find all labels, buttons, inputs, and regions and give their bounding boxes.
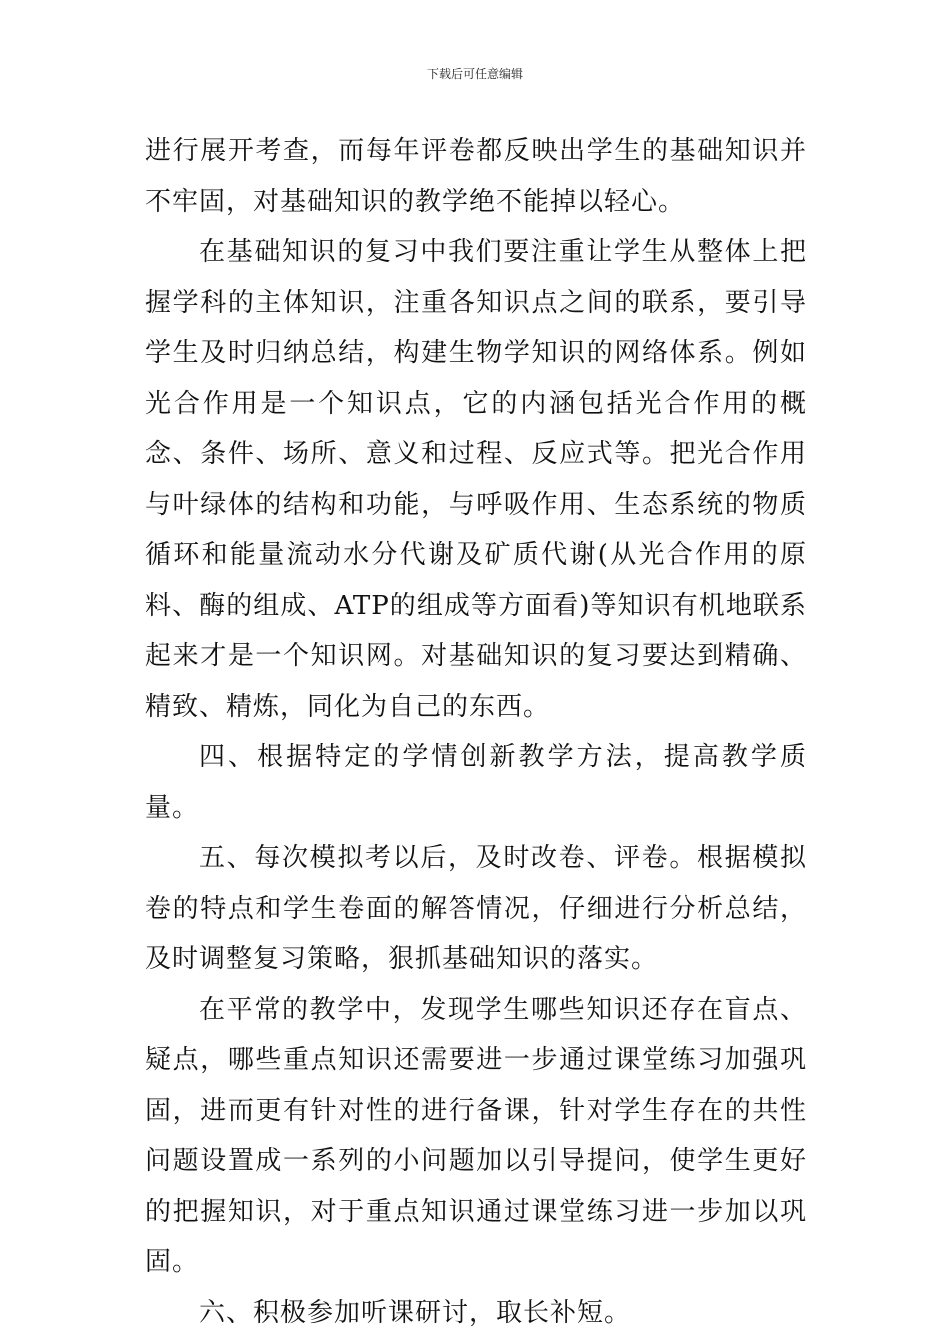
paragraph-continuation: 进行展开考查，而每年评卷都反映出学生的基础知识并不牢固，对基础知识的教学绝不能掉以轻心。 [145, 136, 807, 217]
document-body [145, 126, 807, 1338]
paragraph-section-six: 六、积极参加听课研讨，取长补短。 [199, 1297, 632, 1328]
paragraph-section-four: 四、根据特定的学情创新教学方法，提高教学质量。 [145, 742, 807, 823]
paragraph-daily-teaching: 在平常的教学中，发现学生哪些知识还存在盲点、疑点，哪些重点知识还需要进一步通过课堂练习加强巩固，进而更有针对性的进行备课，针对学生存在的共性问题设置成一系列的小问题加以引导提问，使学生更好的把握知识，对于重点知识通过课堂练习进一步加以巩固。 [145, 994, 807, 1277]
page-header: 下载后可任意编辑 [426, 67, 523, 81]
paragraph-section-five: 五、每次模拟考以后，及时改卷、评卷。根据模拟卷的特点和学生卷面的解答情况，仔细进行分析总结，及时调整复习策略，狠抓基础知识的落实。 [145, 843, 807, 974]
paragraph-basic-knowledge-review: 在基础知识的复习中我们要注重让学生从整体上把握学科的主体知识，注重各知识点之间的联系，要引导学生及时归纳总结，构建生物学知识的网络体系。例如光合作用是一个知识点，它的内涵包括光合作用的概念、条件、场所、意义和过程、反应式等。把光合作用与叶绿体的结构和功能，与呼吸作用、生态系统的物质循环和能量流动水分代谢及矿质代谢(从光合作用的原料、酶的组成、ATP的组成等方面看)等知识有机地联系起来才是一个知识网。对基础知识的复习要达到精确、精致、精炼，同化为自己的东西。 [145, 237, 807, 722]
